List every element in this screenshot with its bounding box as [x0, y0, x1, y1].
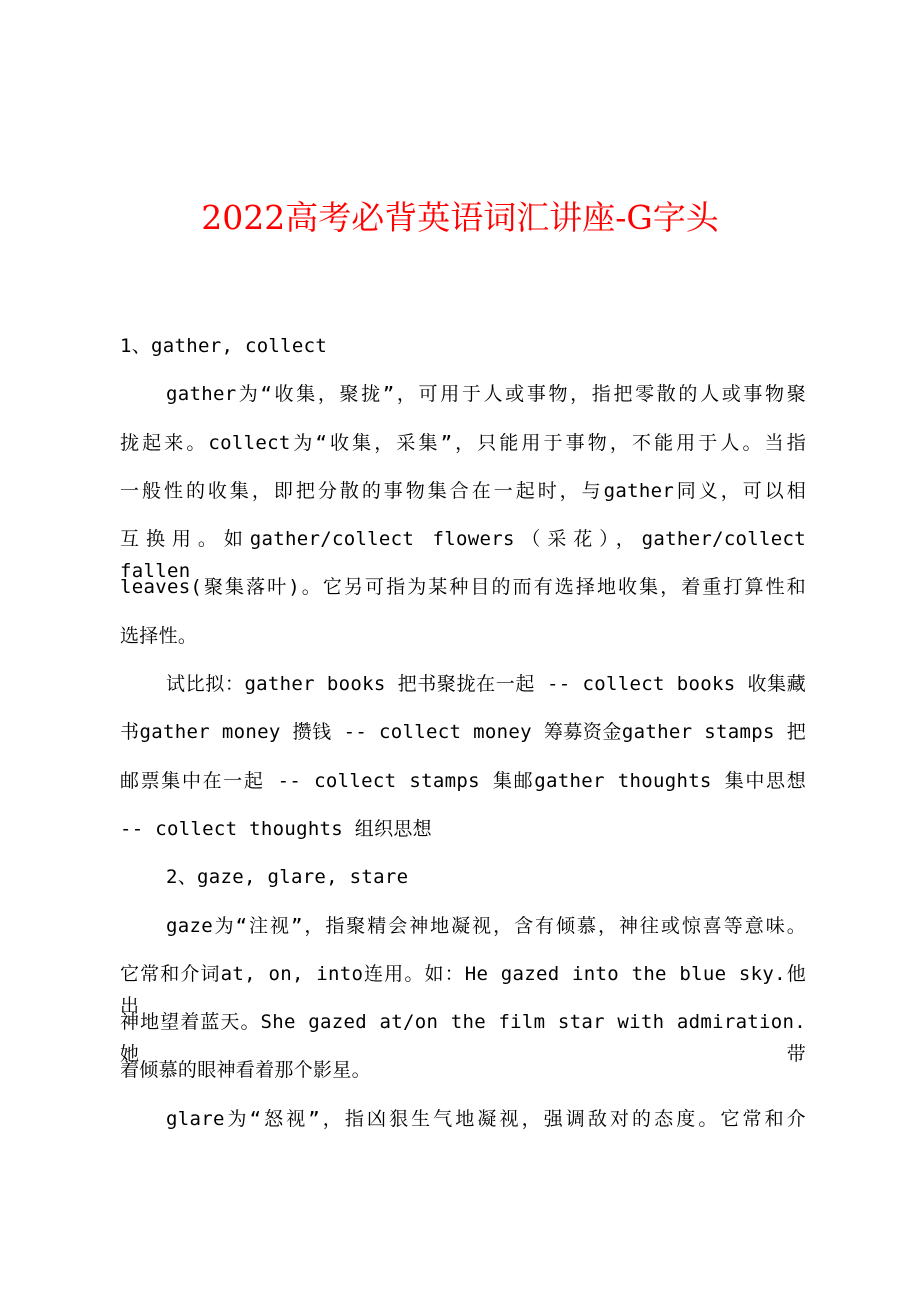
text-line-content: 选择性。: [120, 624, 198, 647]
text-line: [120, 475, 806, 523]
text-line-content: 邮票集中在一起 -- collect stamps 集邮gather thoughts 集中思想: [120, 769, 806, 792]
text-line: [120, 378, 806, 426]
text-line-content: 它常和介词at, on, into连用。如：He gazed into the blue sky.他出: [120, 962, 806, 1017]
text-line-content: 书gather money 攒钱 -- collect money 筹募资金gather stamps 把: [120, 721, 806, 744]
text-line: [120, 1006, 806, 1066]
text-line-content: 拢起来。collect为“收集，采集”，只能用于事物，不能用于人。当指: [120, 431, 806, 454]
text-line: [120, 813, 810, 861]
text-line: [120, 668, 806, 716]
text-line-content: 一般性的收集，即把分散的事物集合在一起时，与gather同义，可以相: [120, 479, 806, 502]
text-line: [120, 620, 810, 668]
text-line-content: 互换用。如gather/collect flowers（采花），gather/collect fallen: [120, 528, 806, 583]
text-line-content: leaves(聚集落叶)。它另可指为某种目的而有选择地收集，着重打算性和: [120, 576, 806, 599]
text-line-content: -- collect thoughts 组织思想: [120, 817, 432, 840]
text-line: [120, 1103, 806, 1151]
text-line: [120, 330, 810, 378]
text-line: [120, 427, 806, 475]
document-body: [120, 330, 810, 1151]
text-line-content: gather为“收集，聚拢”，可用于人或事物，指把零散的人或事物聚: [166, 383, 806, 406]
text-line-content: 着倾慕的眼神看着那个影星。: [120, 1059, 371, 1082]
text-line: [120, 861, 810, 909]
text-line: [120, 765, 806, 813]
text-line-content: 1、gather, collect: [120, 335, 328, 357]
text-line: [120, 958, 806, 1017]
document-title: 2022高考必背英语词汇讲座-G字头: [201, 198, 719, 237]
text-line-content: 2、gaze, glare, stare: [166, 866, 409, 889]
text-line: [120, 523, 806, 583]
text-line-content: glare为“怒视”，指凶狠生气地凝视，强调敌对的态度。它常和介: [166, 1107, 806, 1130]
text-line: [120, 910, 806, 958]
text-line-content: 神地望着蓝天。She gazed at/on the film star with admiration.她带: [120, 1011, 806, 1066]
text-line-content: gaze为“注视”，指聚精会神地凝视，含有倾慕，神往或惊喜等意味。: [166, 914, 806, 937]
text-line: [120, 571, 806, 619]
text-line-content: 试比拟：gather books 把书聚拢在一起 -- collect books 收集藏: [166, 673, 806, 696]
text-line: [120, 716, 806, 764]
